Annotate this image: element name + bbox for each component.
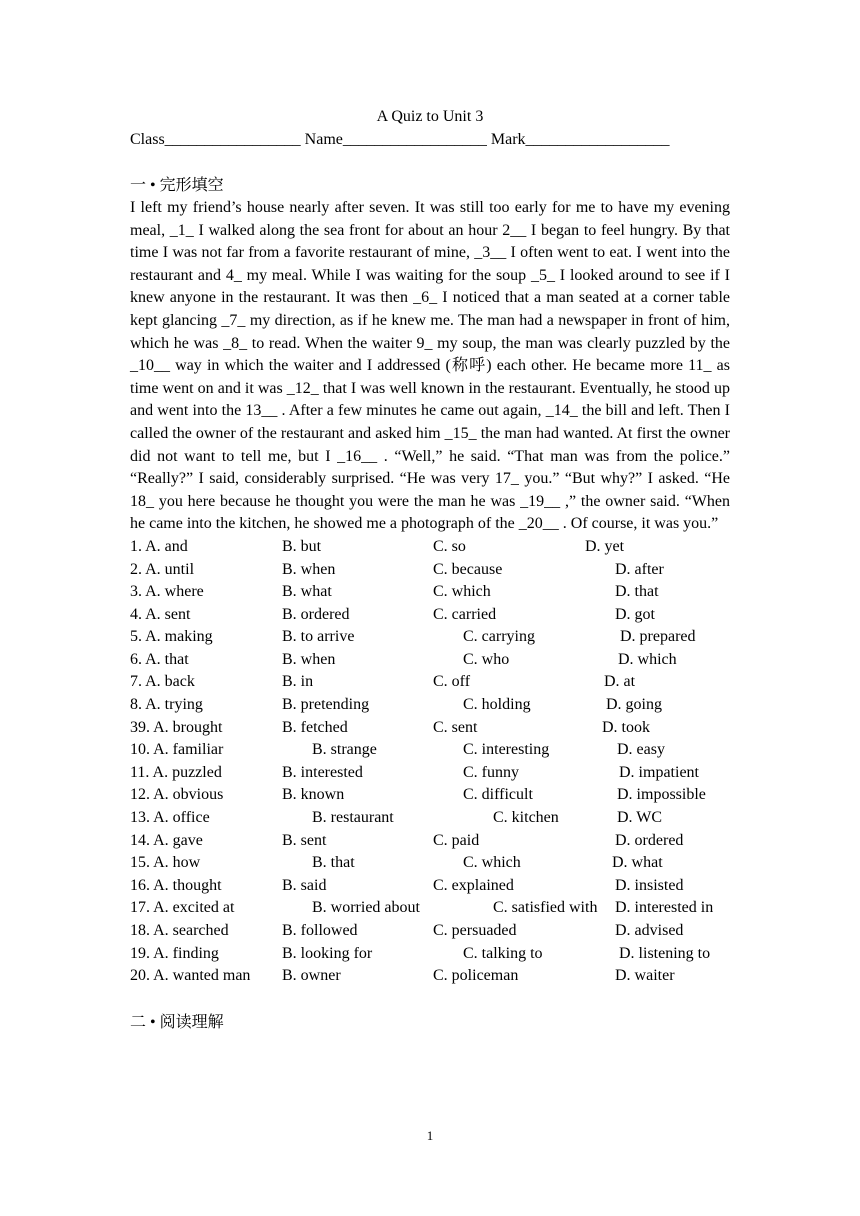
option-c: C. explained — [433, 876, 514, 894]
option-a: 2. A. until — [130, 560, 195, 578]
option-b: B. said — [282, 876, 327, 894]
option-row — [130, 559, 730, 582]
option-c: C. which — [433, 583, 491, 601]
option-c: C. funny — [463, 763, 519, 781]
option-c: C. sent — [433, 718, 478, 736]
option-b: B. worried about — [312, 899, 420, 917]
option-d: D. that — [615, 583, 659, 601]
option-d: D. impatient — [619, 763, 699, 781]
answer-options — [130, 536, 730, 988]
option-d: D. what — [612, 854, 663, 872]
option-row — [130, 965, 730, 988]
option-d: D. took — [602, 718, 650, 736]
option-b: B. when — [282, 650, 336, 668]
option-d: D. listening to — [619, 944, 711, 962]
section2-title: 二 • 阅读理解 — [130, 1013, 224, 1031]
option-row — [130, 671, 730, 694]
option-c: C. who — [463, 650, 510, 668]
option-d: D. interested in — [615, 899, 714, 917]
option-a: 5. A. making — [130, 628, 213, 646]
option-a: 11. A. puzzled — [130, 763, 222, 781]
option-c: C. so — [433, 537, 466, 555]
option-b: B. sent — [282, 831, 327, 849]
option-c: C. which — [463, 854, 521, 872]
option-b: B. looking for — [282, 944, 373, 962]
option-d: D. waiter — [615, 967, 675, 985]
option-a: 15. A. how — [130, 854, 201, 872]
section1-title: 一 • 完形填空 — [130, 177, 224, 194]
option-row — [130, 897, 730, 920]
option-row — [130, 626, 730, 649]
option-d: D. after — [615, 560, 664, 578]
option-d: D. prepared — [620, 628, 696, 646]
option-row — [130, 852, 730, 875]
option-c: C. policeman — [433, 967, 519, 985]
option-row — [130, 830, 730, 853]
option-a: 6. A. that — [130, 650, 189, 668]
option-b: B. ordered — [282, 605, 350, 623]
option-c: C. persuaded — [433, 922, 517, 939]
option-c: C. carried — [433, 605, 497, 623]
option-b: B. strange — [312, 741, 377, 759]
option-row — [130, 604, 730, 627]
option-a: 16. A. thought — [130, 876, 222, 894]
option-row — [130, 694, 730, 717]
option-row — [130, 920, 730, 943]
option-a: 4. A. sent — [130, 605, 191, 623]
spacer — [130, 151, 730, 174]
option-row — [130, 581, 730, 604]
option-a: 18. A. searched — [130, 922, 229, 939]
option-c: C. difficult — [463, 786, 533, 804]
option-b: B. owner — [282, 967, 341, 985]
option-row — [130, 784, 730, 807]
option-b: B. pretending — [282, 696, 370, 714]
option-a: 20. A. wanted man — [130, 967, 251, 985]
option-d: D. WC — [617, 809, 663, 827]
option-b: B. followed — [282, 922, 358, 939]
option-row — [130, 807, 730, 830]
option-a: 14. A. gave — [130, 831, 203, 849]
option-a: 39. A. brought — [130, 718, 223, 736]
option-b: B. interested — [282, 763, 363, 781]
option-c: C. off — [433, 673, 471, 691]
page-number: 1 — [426, 1128, 434, 1143]
option-row — [130, 739, 730, 762]
option-row — [130, 717, 730, 740]
option-a: 8. A. trying — [130, 696, 203, 714]
option-d: D. insisted — [615, 876, 684, 894]
option-b: B. but — [282, 537, 322, 555]
option-row — [130, 649, 730, 672]
option-d: D. impossible — [617, 786, 706, 804]
option-c: C. kitchen — [493, 809, 559, 827]
option-b: B. fetched — [282, 718, 348, 736]
option-c: C. paid — [433, 831, 480, 849]
option-b: B. restaurant — [312, 809, 394, 827]
option-c: C. interesting — [463, 741, 550, 759]
option-a: 12. A. obvious — [130, 786, 224, 804]
option-d: D. going — [606, 696, 662, 714]
option-d: D. got — [615, 605, 655, 623]
option-c: C. because — [433, 560, 503, 578]
option-row — [130, 943, 730, 966]
option-row — [130, 536, 730, 559]
option-d: D. ordered — [615, 831, 684, 849]
option-d: D. at — [604, 673, 636, 691]
option-b: B. in — [282, 673, 314, 691]
quiz-title: A Quiz to Unit 3 — [376, 108, 484, 125]
option-c: C. carrying — [463, 628, 535, 646]
spacer — [130, 988, 730, 1011]
option-a: 13. A. office — [130, 809, 210, 827]
option-a: 10. A. familiar — [130, 741, 224, 759]
option-d: D. yet — [585, 537, 625, 555]
option-a: 1. A. and — [130, 537, 188, 555]
cloze-passage: I left my friend’s house nearly after seven. It was still too early for me to have my evening meal, _1_ I walked along the sea front for about an hour 2__ I began to feel hungry. By that time I was not far from a favorite restaurant of mine, _3__ I often went to eat. I went into the restaurant and 4_ my meal. While I was waiting for the soup _5_ I looked around to see if I knew anyone in the restaurant. It was then _6_ I noticed that a man seated at a corner table kept glancing _7_ my direction, as if he knew me. The man had a newspaper in front of him, which he was _8_ to read. When the waiter 9_ my soup, the man was clearly puzzled by the _10__ way in which the waiter and I addressed (称呼) each other. He became more 11_ as time went on and it was _12_ that I was well known in the restaurant. Eventually, he stood up and went into the 13__ . After a few minutes he came out again, _14_ the bill and left. Then I called the owner of the restaurant and asked him _15_ the man had wanted. At first the owner did not want to tell me, but I _16__ . “Well,” he said. “That man was from the police.” “Really?” I said, considerably surprised. “He was very 17_ you.” “But why?” I asked. “He 18_ you here because he thought you were the man he was _19__ ,” the owner said. “When he came into the kitchen, he showed me a photograph of the _20__ . Of course, it was you.” — [130, 199, 730, 533]
option-c: C. talking to — [463, 944, 543, 962]
option-b: B. known — [282, 786, 345, 804]
option-d: D. advised — [615, 922, 684, 939]
option-c: C. satisfied with — [493, 899, 598, 917]
quiz-page — [130, 105, 730, 1034]
option-b: B. when — [282, 560, 336, 578]
option-c: C. holding — [463, 696, 531, 714]
option-a: 17. A. excited at — [130, 899, 235, 917]
option-b: B. that — [312, 854, 355, 872]
option-a: 3. A. where — [130, 583, 204, 601]
option-row — [130, 762, 730, 785]
option-b: B. what — [282, 583, 332, 601]
class-name-mark-line: Class_________________ Name__________________ Mark__________________ — [130, 131, 670, 148]
option-b: B. to arrive — [282, 628, 355, 646]
option-d: D. which — [618, 650, 677, 668]
option-row — [130, 875, 730, 898]
option-a: 19. A. finding — [130, 944, 219, 962]
option-d: D. easy — [617, 741, 665, 759]
option-a: 7. A. back — [130, 673, 195, 691]
